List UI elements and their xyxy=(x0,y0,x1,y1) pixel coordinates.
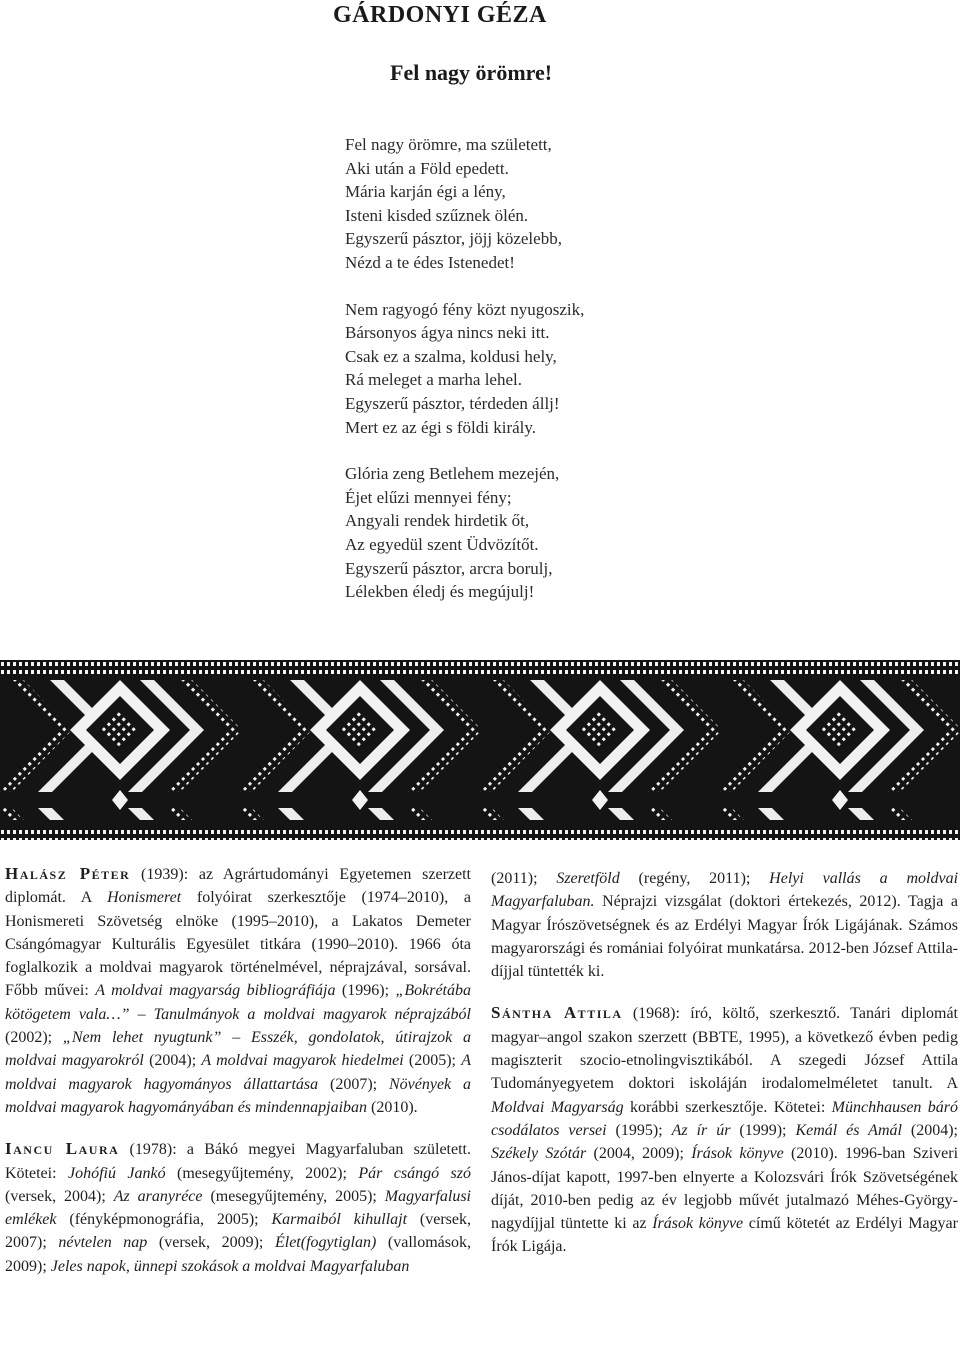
bio-text: című kötetét az Erdélyi Magyar Írók Ligája. xyxy=(491,1215,958,1256)
poem-author: GÁRDONYI GÉZA xyxy=(333,2,547,28)
bio-santha xyxy=(491,1001,958,1258)
bio-text: (1939): az Agrártudományi Egyetemen szerzett diplomát. A xyxy=(5,866,471,907)
poem-line: Aki után a Föld epedett. xyxy=(345,158,509,178)
bio-text: (2010). xyxy=(367,1098,418,1116)
bio-title: Honismeret xyxy=(107,889,182,907)
bio-name: Iancu Laura xyxy=(5,1139,120,1159)
bio-text: Néprajzi vizsgálat (doktori értekezés, 2012). Tagja a Magyar Írószövetségnek és az Erdélyi Magyar Írók Ligájának. Számos magyarországi és romániai folyóirat munkatársa. 2012-ben József Attila-díjjal tüntették ki. xyxy=(491,893,958,981)
bio-title: Kemál és Amál xyxy=(795,1121,902,1139)
stanza xyxy=(345,133,584,275)
poem-line: Lélekben éledj és megújulj! xyxy=(345,582,535,602)
bio-title: Élet(fogytiglan) xyxy=(274,1234,377,1252)
bio-title: Moldvai Magyarság xyxy=(491,1098,624,1116)
bio-title: Írások könyve xyxy=(691,1145,784,1163)
poem-body xyxy=(345,133,584,627)
bio-column-right xyxy=(491,867,958,1277)
bio-title: Növények a moldvai magyarok hagyományában és mindennapjaiban xyxy=(5,1075,471,1116)
bio-title: Székely Szótár xyxy=(491,1145,587,1163)
bio-title: Jeles napok, ünnepi szokások a moldvai Magyarfaluban xyxy=(50,1257,410,1275)
bio-text: (1995); xyxy=(606,1121,672,1139)
bio-text: (2011); xyxy=(491,870,557,887)
bio-title: Johófiú Jankó xyxy=(67,1164,166,1182)
stanza xyxy=(345,298,584,440)
bio-title: Magyarfalusi emlékek xyxy=(5,1187,471,1229)
poem-line: Az egyedül szent Üdvözítőt. xyxy=(345,534,539,554)
bio-halasz xyxy=(5,862,471,1119)
bio-text: (2004); xyxy=(901,1121,959,1139)
bio-text: (2005); xyxy=(403,1052,462,1070)
bio-text: (versek, 2007); xyxy=(5,1211,471,1252)
bio-title: Írások könyve xyxy=(652,1215,744,1233)
bio-title: Az aranyréce xyxy=(113,1187,203,1205)
poem-line: Egyszerű pásztor, jöjj közelebb, xyxy=(345,229,562,249)
folk-ornament-band xyxy=(0,660,960,840)
bio-text: (mesegyűjtemény, 2005); xyxy=(202,1187,385,1205)
bio-iancu xyxy=(5,1137,471,1278)
poem-line: Egyszerű pásztor, arcra borulj, xyxy=(345,558,553,578)
poem-line: Glória zeng Betlehem mezején, xyxy=(345,464,560,484)
bio-text: (fényképmonográfia, 2005); xyxy=(56,1211,272,1229)
bio-text: (2007); xyxy=(318,1075,389,1093)
bio-title: Karmaiból kihullajt xyxy=(271,1211,408,1229)
bio-iancu-continued xyxy=(491,867,958,983)
bio-text: (1996); xyxy=(335,982,396,1000)
bio-title: névtelen nap xyxy=(58,1234,148,1252)
bio-title: „Bokrétába kötögetem vala…” – Tanulmányok a moldvai magyarok néprajzából xyxy=(5,982,471,1023)
poem-title: Fel nagy örömre! xyxy=(390,60,553,85)
bio-column-left xyxy=(5,862,471,1296)
poem-line: Fel nagy örömre, ma született, xyxy=(345,135,552,154)
bio-text: (1999); xyxy=(730,1121,796,1139)
bio-title: A moldvai magyarok hiedelmei xyxy=(201,1052,404,1070)
poem-line: Éjet elűzi mennyei fény; xyxy=(345,487,512,507)
bio-title: Az ír úr xyxy=(671,1121,731,1139)
bio-text: (1978): a Bákó megyei Magyarfaluban született. Kötetei: xyxy=(5,1141,471,1182)
bio-title: „Nem lehet nyugtunk” – Esszék, gondolatok, útirajzok a moldvai magyarokról xyxy=(5,1029,472,1070)
bio-text: (mesegyűjtemény, 2002); xyxy=(165,1164,359,1182)
bio-text: (1968): író, költő, szerkesztő. Tanári diplomát magyar–angol szakon szerzett (BBTE, 1995), a következő évben pedig magiszterit szocio-etnolingvisztikából. A szegedi József Attila Tudományegyetem doktori iskoláján irodalomelméletet tanult. A xyxy=(491,1005,959,1093)
bio-text: (2004); xyxy=(143,1052,202,1070)
bio-text: (2004, 2009); xyxy=(586,1145,692,1163)
bio-text: (2002); xyxy=(5,1029,63,1047)
poem-line: Nem ragyogó fény közt nyugoszik, xyxy=(345,299,585,319)
bio-title: Münchhausen báró csodálatos versei xyxy=(491,1098,959,1139)
poem-line: Bársonyos ágya nincs neki itt. xyxy=(345,323,550,343)
bio-title: Pár csángó szó xyxy=(358,1164,471,1182)
poem-line: Mária karján égi a lény, xyxy=(345,182,506,202)
bio-text: (versek, 2004); xyxy=(5,1187,114,1205)
poem-line: Nézd a te édes Istenedet! xyxy=(345,252,515,272)
poem-line: Csak ez a szalma, koldusi hely, xyxy=(345,346,557,366)
poem-line: Egyszerű pásztor, térdeden állj! xyxy=(345,393,560,413)
bio-text: (versek, 2009); xyxy=(147,1234,275,1252)
bio-text: korábbi szerkesztője. Kötetei: xyxy=(623,1098,832,1116)
bio-name: Halász Péter xyxy=(5,864,131,883)
poem-line: Rá meleget a marha lehel. xyxy=(345,370,522,390)
poem-line: Isteni kisded szűznek ölén. xyxy=(345,205,529,225)
bio-text: folyóirat szerkesztője (1974–2010), a Honismereti Szövetség elnöke (1995–2010), a Lakatos Demeter Csángómagyar Kulturális Egyesület titkára (1990–2010). 1966 óta foglalkozik a moldvai magyarok történelmével, néprajzával, sorsával. Főbb művei: xyxy=(5,889,472,1000)
bio-title: Szeretföld xyxy=(556,870,620,887)
stanza xyxy=(345,462,584,604)
bio-title: A moldvai magyarok hagyományos állattartása xyxy=(5,1052,471,1093)
poem-line: Angyali rendek hirdetik őt, xyxy=(345,511,530,531)
bio-name: Sántha Attila xyxy=(491,1003,623,1023)
bio-title: A moldvai magyarság bibliográfiája xyxy=(95,982,336,1000)
bio-text: (regény, 2011); xyxy=(619,870,770,887)
bio-text: (vallomások, 2009); xyxy=(5,1234,471,1275)
poem-line: Mert ez az égi s földi király. xyxy=(345,417,537,437)
bio-title: Helyi vallás a moldvai Magyarfaluban. xyxy=(491,870,959,911)
bio-text: (2010). 1996-ban Sziveri János-díjat kapott, 1997-ben elnyerte a Kolozsvári Írók Szövetségének díját, 2010-ben pedig az év legjobb művét jutalmazó Méhes-György-nagydíjjal tüntette ki az xyxy=(491,1145,959,1233)
